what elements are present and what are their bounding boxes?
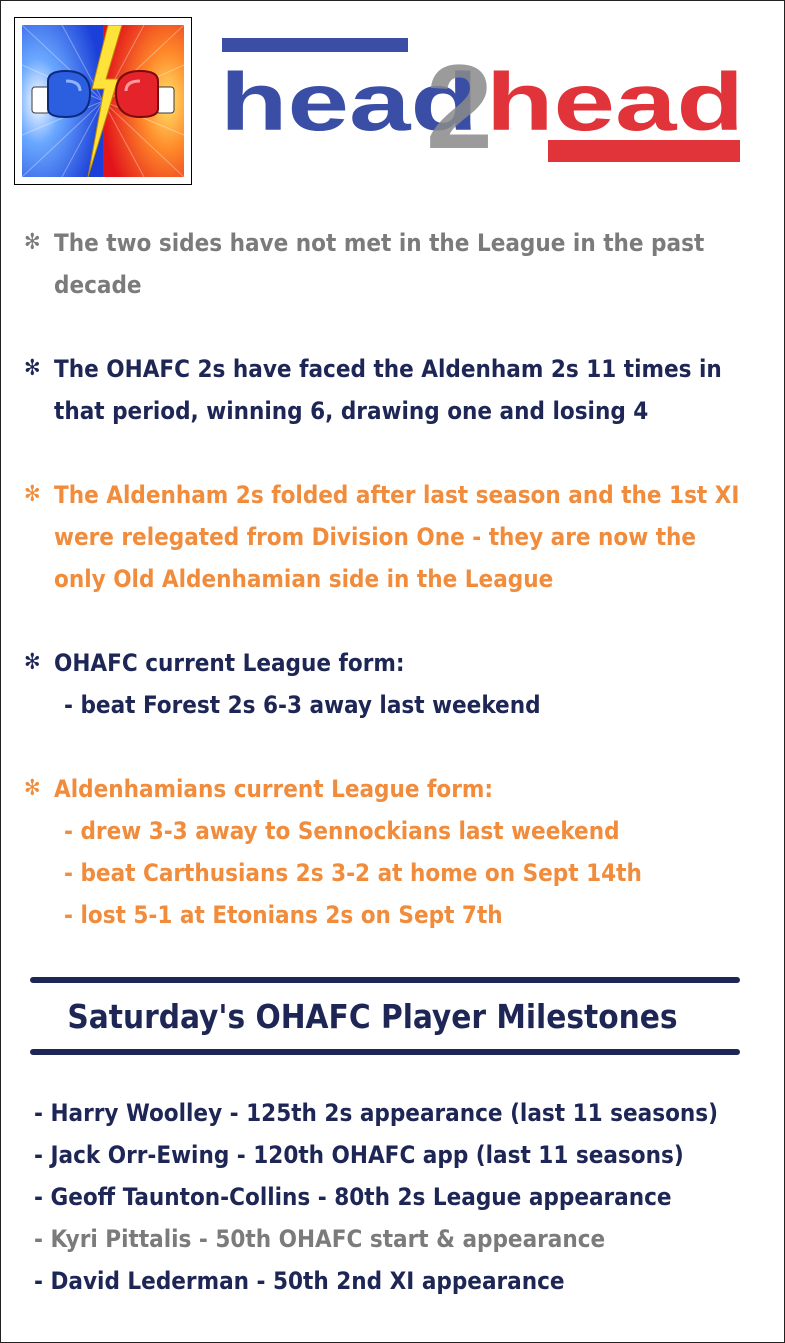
wordmark-right: head <box>486 57 744 148</box>
asterisk-icon: ✻ <box>24 482 41 507</box>
form-result: - lost 5-1 at Etonians 2s on Sept 7th <box>64 901 503 929</box>
form-result: - beat Forest 2s 6-3 away last weekend <box>64 691 541 719</box>
asterisk-icon: ✻ <box>24 776 41 801</box>
boxing-gloves-icon <box>22 25 184 177</box>
form-heading: Aldenhamians current League form: <box>54 775 494 803</box>
milestone-item: - Harry Woolley - 125th 2s appearance (last 11 seasons) <box>34 1099 718 1127</box>
fact-line: were relegated from Division One - they are now the <box>54 523 697 551</box>
divider-top <box>30 977 740 983</box>
milestone-item: - David Lederman - 50th 2nd XI appearance <box>34 1267 565 1295</box>
asterisk-icon: ✻ <box>24 230 41 255</box>
milestone-item: - Geoff Taunton-Collins - 80th 2s League appearance <box>34 1183 672 1211</box>
milestone-item: - Kyri Pittalis - 50th OHAFC start & appearance <box>34 1225 606 1253</box>
logo-tile <box>14 17 192 185</box>
form-result: - drew 3-3 away to Sennockians last weekend <box>64 817 620 845</box>
milestones-title: Saturday's OHAFC Player Milestones <box>67 997 678 1036</box>
milestone-item: - Jack Orr-Ewing - 120th OHAFC app (last 11 seasons) <box>34 1141 684 1169</box>
wordmark-number: 2 <box>426 40 493 170</box>
form-heading: OHAFC current League form: <box>54 649 405 677</box>
asterisk-icon: ✻ <box>24 650 41 675</box>
wordmark-left: head <box>220 57 478 148</box>
fact-line: The Aldenham 2s folded after last season and the 1st XI <box>54 481 740 509</box>
head2head-wordmark <box>218 30 748 170</box>
fact-line: that period, winning 6, drawing one and losing 4 <box>54 397 649 425</box>
fact-line: The OHAFC 2s have faced the Aldenham 2s 11 times in <box>54 355 722 383</box>
fact-line: only Old Aldenhamian side in the League <box>54 565 554 593</box>
fact-line: The two sides have not met in the League in the past <box>54 229 705 257</box>
form-result: - beat Carthusians 2s 3-2 at home on Sept 14th <box>64 859 642 887</box>
asterisk-icon: ✻ <box>24 356 41 381</box>
divider-bottom <box>30 1049 740 1055</box>
fact-line: decade <box>54 271 142 299</box>
